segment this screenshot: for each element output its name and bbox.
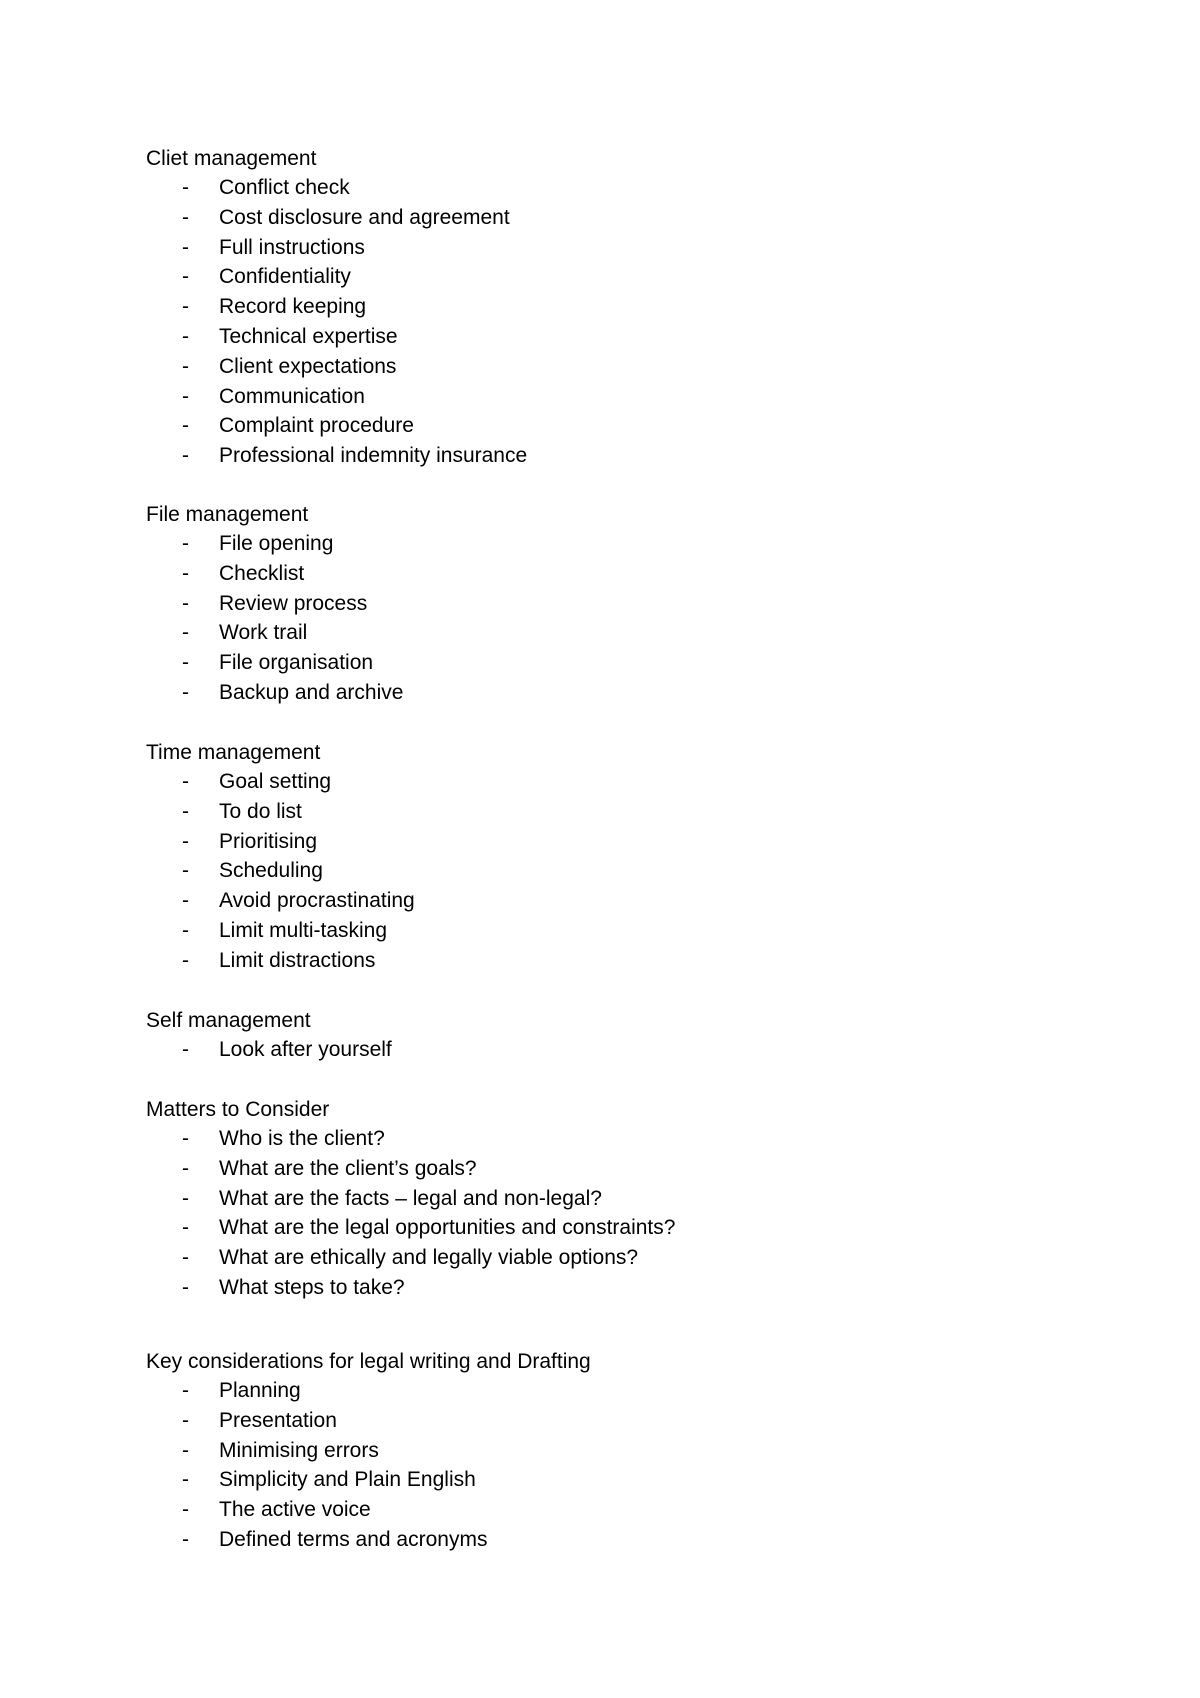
list-item-text: Planning: [219, 1379, 301, 1402]
bullet-dash: -: [182, 414, 189, 438]
bullet-dash: -: [182, 859, 189, 883]
bullet-dash: -: [182, 591, 189, 615]
list-item-text: Checklist: [219, 561, 305, 585]
list-item: [0, 1037, 1200, 1067]
list-item-text: What are ethically and legally viable options?: [219, 1246, 639, 1270]
list-item: [0, 1527, 1200, 1557]
list-item: [0, 264, 1200, 294]
list-item: [0, 1467, 1200, 1497]
list-item: [0, 591, 1200, 621]
bullet-dash: -: [182, 948, 189, 972]
list-item: [0, 384, 1200, 414]
bullet-dash: -: [182, 1216, 189, 1240]
list-item-text: Client expectations: [219, 354, 397, 378]
list-item-text: Goal setting: [219, 770, 332, 793]
bullet-dash: -: [182, 354, 189, 378]
bullet-dash: -: [182, 444, 189, 468]
list-item: [0, 1126, 1200, 1156]
bullet-dash: -: [182, 1186, 189, 1210]
list-item: [0, 294, 1200, 324]
list-item: [0, 531, 1200, 561]
bullet-dash: -: [182, 325, 189, 348]
bullet-dash: -: [182, 1038, 189, 1061]
list-item: [0, 799, 1200, 829]
list-item-text: Work trail: [219, 621, 308, 645]
list-item-text: Professional indemnity insurance: [219, 444, 528, 468]
section-heading: Cliet management: [146, 147, 317, 170]
list-item-text: Complaint procedure: [219, 414, 414, 438]
bullet-dash: -: [182, 384, 189, 408]
bullet-dash: -: [182, 532, 189, 555]
bullet-dash: -: [182, 176, 189, 199]
list-item: [0, 1408, 1200, 1438]
list-item: [0, 1497, 1200, 1527]
list-item-text: Scheduling: [219, 859, 323, 883]
bullet-dash: -: [182, 205, 189, 229]
list-item-text: Backup and archive: [219, 681, 404, 704]
section-heading: Time management: [146, 741, 321, 764]
list-item-text: Cost disclosure and agreement: [219, 205, 510, 229]
list-item: [0, 858, 1200, 888]
bullet-dash: -: [182, 235, 189, 259]
bullet-dash: -: [182, 1246, 189, 1270]
bullet-dash: -: [182, 799, 189, 823]
list-item-text: Technical expertise: [219, 325, 398, 348]
list-item: [0, 948, 1200, 978]
list-item-text: Full instructions: [219, 235, 365, 259]
bullet-dash: -: [182, 1156, 189, 1180]
list-item: [0, 1156, 1200, 1186]
list-item-text: Record keeping: [219, 295, 367, 319]
bullet-dash: -: [182, 1468, 189, 1492]
list-item: [0, 443, 1200, 473]
bullet-dash: -: [182, 1127, 189, 1150]
list-item-text: Limit distractions: [219, 948, 376, 972]
list-item-text: The active voice: [219, 1498, 371, 1522]
list-item: [0, 354, 1200, 384]
bullet-dash: -: [182, 919, 189, 942]
list-item: [0, 324, 1200, 354]
list-item: [0, 918, 1200, 948]
list-item-text: Minimising errors: [219, 1438, 379, 1462]
list-item-text: File organisation: [219, 651, 374, 675]
list-item-text: Defined terms and acronyms: [219, 1528, 488, 1551]
list-item-text: Look after yourself: [219, 1038, 392, 1061]
list-item: [0, 888, 1200, 918]
list-item: [0, 829, 1200, 859]
bullet-dash: -: [182, 621, 189, 645]
bullet-dash: -: [182, 1528, 189, 1551]
list-item-text: What are the facts – legal and non-legal?: [219, 1186, 602, 1210]
list-item: [0, 650, 1200, 680]
bullet-dash: -: [182, 770, 189, 793]
list-item-text: Avoid procrastinating: [219, 889, 415, 913]
list-item: [0, 413, 1200, 443]
list-item-text: Prioritising: [219, 829, 318, 853]
list-item: [0, 1245, 1200, 1275]
list-item-text: What are the legal opportunities and constraints?: [219, 1216, 676, 1240]
list-item-text: Conflict check: [219, 176, 350, 199]
list-item-text: Communication: [219, 384, 365, 408]
section-heading: Matters to Consider: [146, 1098, 330, 1121]
list-item-text: File opening: [219, 532, 334, 555]
bullet-dash: -: [182, 651, 189, 675]
bullet-dash: -: [182, 295, 189, 319]
bullet-dash: -: [182, 1438, 189, 1462]
bullet-dash: -: [182, 561, 189, 585]
list-item: [0, 1215, 1200, 1245]
list-item-text: Simplicity and Plain English: [219, 1468, 476, 1492]
list-item: [0, 769, 1200, 799]
list-item: [0, 561, 1200, 591]
bullet-dash: -: [182, 681, 189, 704]
list-item-text: What steps to take?: [219, 1276, 405, 1299]
list-item: [0, 175, 1200, 205]
list-item-text: To do list: [219, 799, 302, 823]
list-item-text: Confidentiality: [219, 265, 351, 289]
bullet-dash: -: [182, 265, 189, 289]
list-item: [0, 680, 1200, 710]
list-item: [0, 620, 1200, 650]
list-item: [0, 1186, 1200, 1216]
bullet-dash: -: [182, 829, 189, 853]
list-item-text: Presentation: [219, 1408, 337, 1432]
list-item-text: What are the client’s goals?: [219, 1156, 477, 1180]
list-item: [0, 205, 1200, 235]
section-heading: File management: [146, 503, 309, 526]
list-item: [0, 1438, 1200, 1468]
bullet-dash: -: [182, 1498, 189, 1522]
section-heading: Self management: [146, 1009, 311, 1032]
bullet-dash: -: [182, 1408, 189, 1432]
list-item: [0, 1378, 1200, 1408]
list-item: [0, 235, 1200, 265]
list-item-text: Review process: [219, 591, 368, 615]
bullet-dash: -: [182, 1276, 189, 1299]
section-heading: Key considerations for legal writing and Drafting: [146, 1350, 591, 1373]
bullet-dash: -: [182, 889, 189, 913]
bullet-dash: -: [182, 1379, 189, 1402]
list-item-text: Who is the client?: [219, 1127, 385, 1150]
list-item-text: Limit multi-tasking: [219, 919, 388, 942]
list-item: [0, 1275, 1200, 1305]
